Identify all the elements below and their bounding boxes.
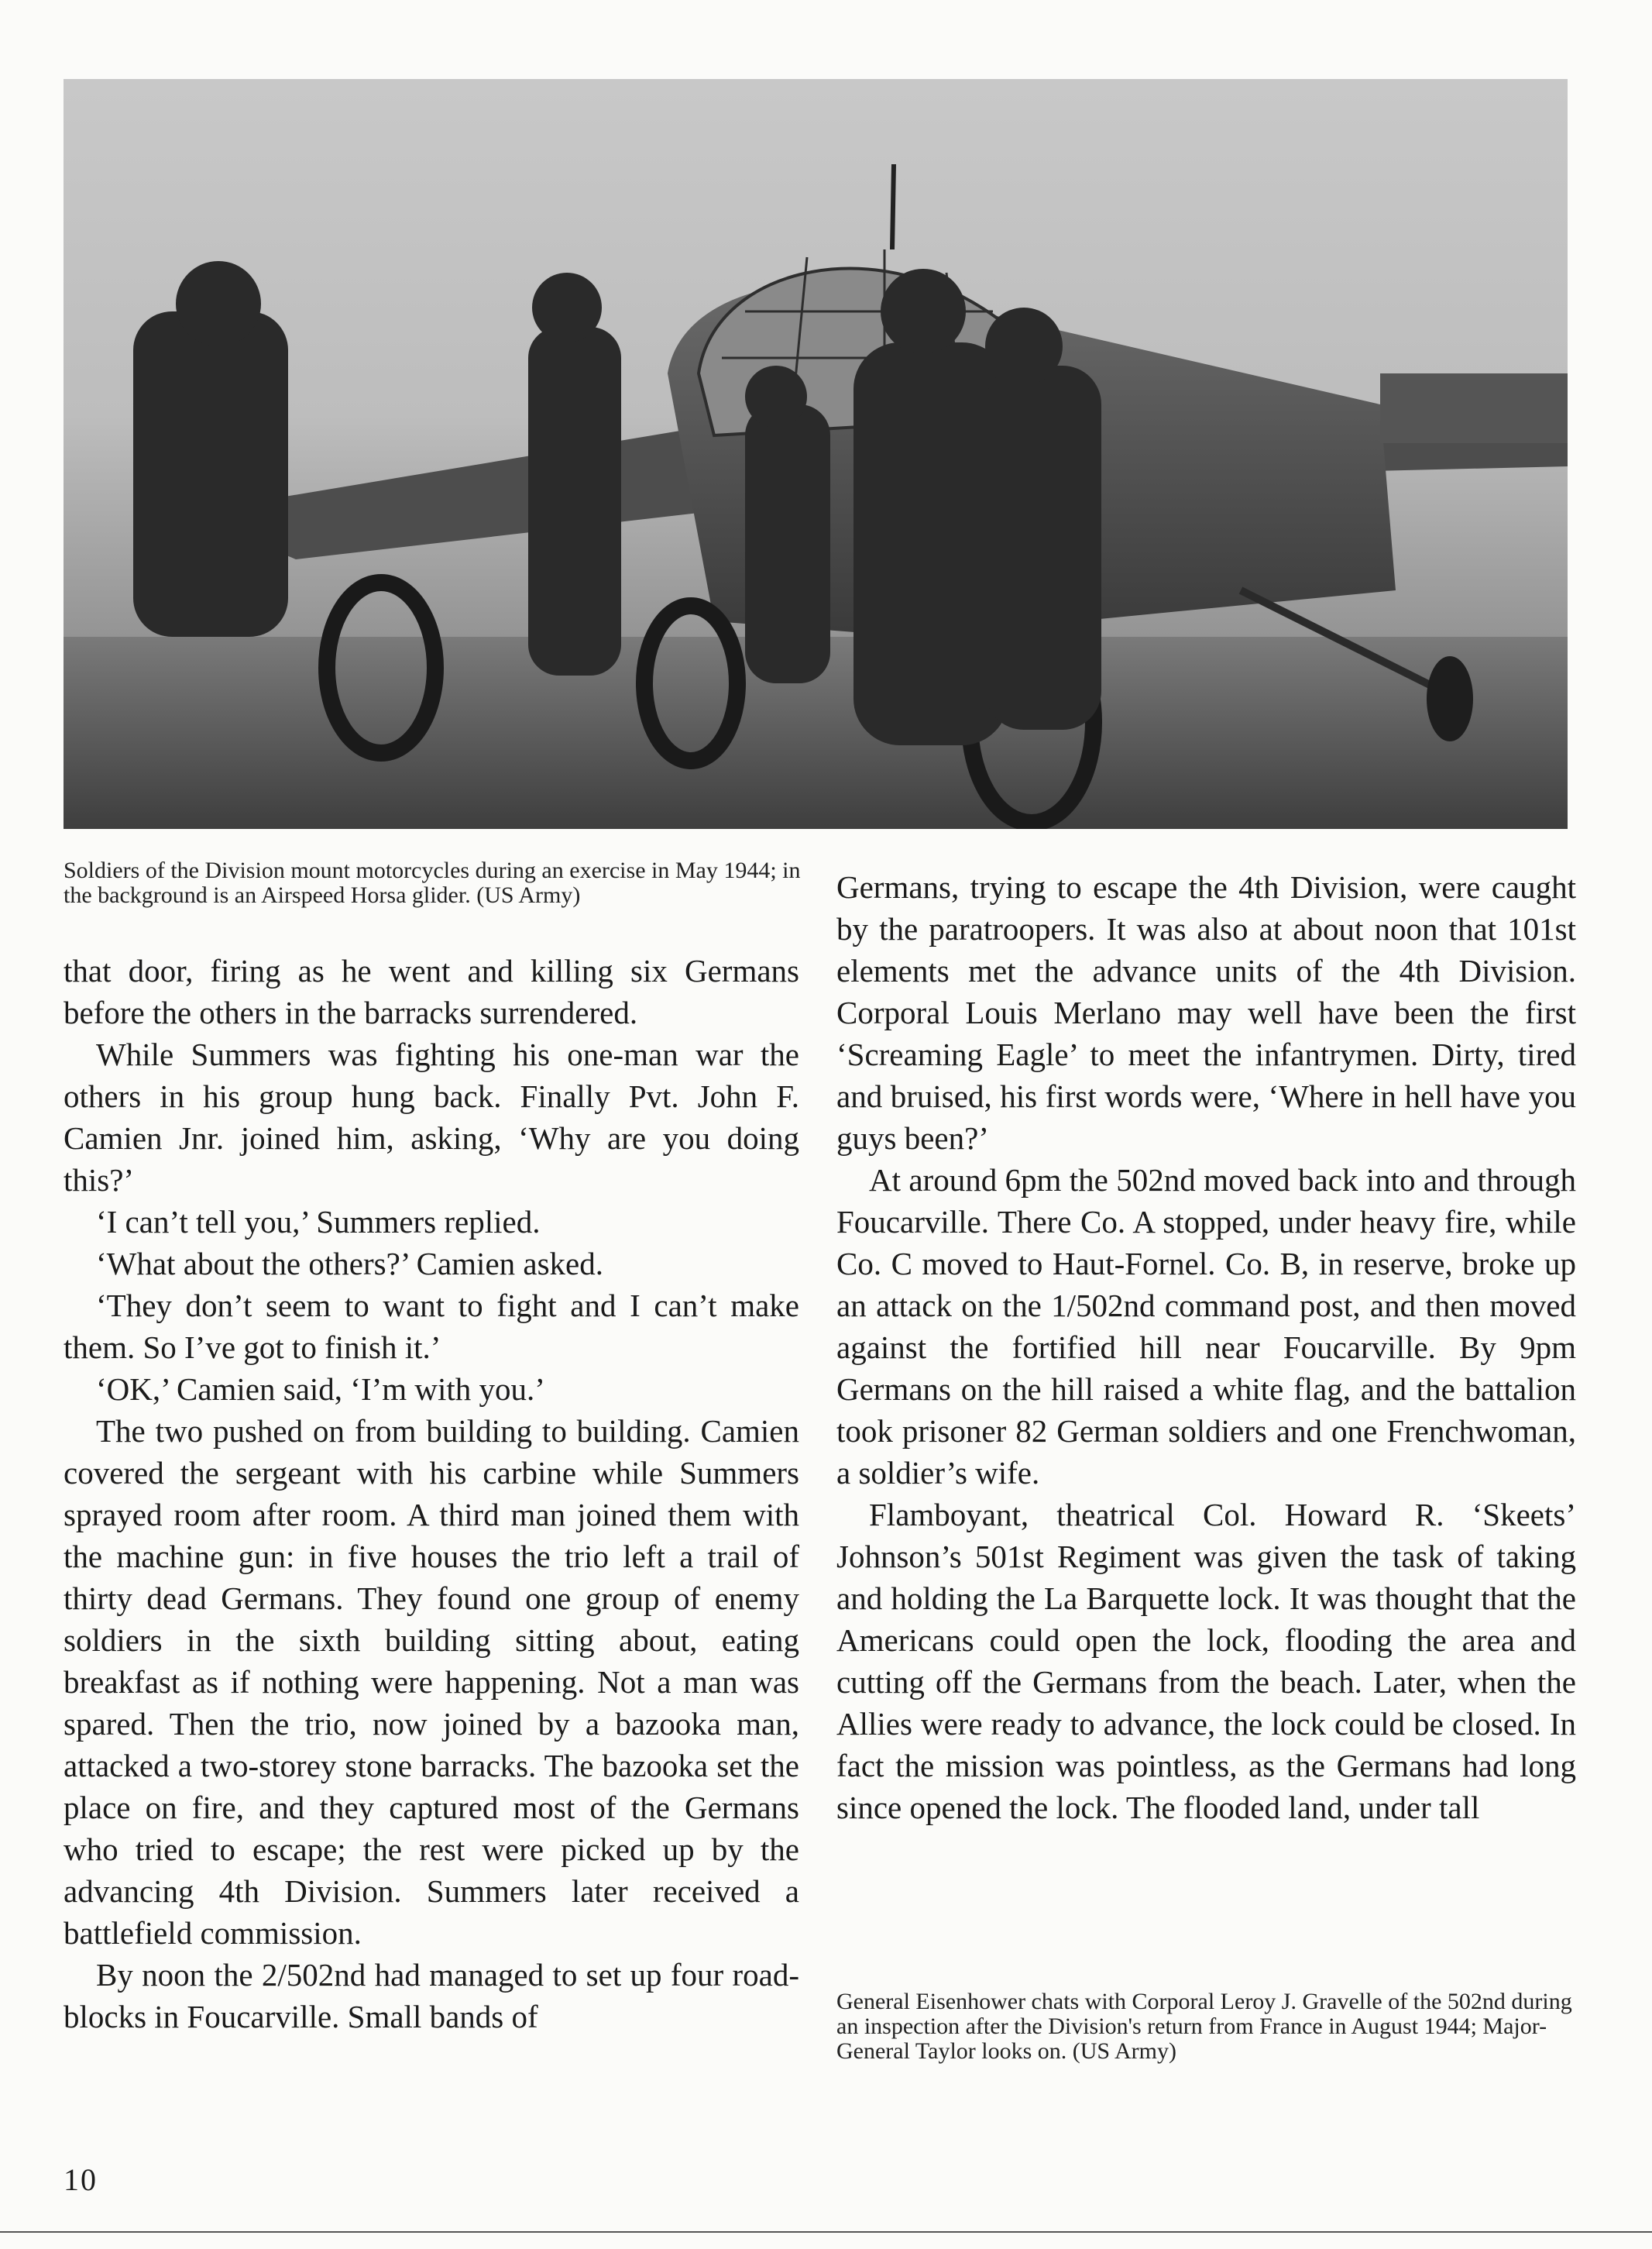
right-column — [836, 866, 1576, 1828]
photo-illustration — [64, 79, 1568, 829]
photo-caption-bottom: General Eisenhower chats with Corporal Leroy J. Gravelle of the 502nd during an inspection after the Division's return from France in August 1944; Major-General Taylor looks on. (US Army) — [836, 1989, 1572, 2064]
left-column — [64, 950, 799, 2038]
paragraph: ‘They don’t seem to want to fight and I can’t make them. So I’ve got to finish it.’ — [64, 1288, 799, 1365]
paragraph: ‘OK,’ Camien said, ‘I’m with you.’ — [96, 1371, 545, 1407]
paragraph: ‘What about the others?’ Camien asked. — [96, 1246, 603, 1281]
glider-photo — [64, 79, 1568, 829]
paragraph: that door, firing as he went and killing six Germans before the others in the barracks surrendered. — [64, 953, 799, 1030]
page-edge-line — [0, 2231, 1652, 2233]
paragraph: Flamboyant, theatrical Col. Howard R. ‘Skeets’ Johnson’s 501st Regiment was given the task of taking and holding the La Barquette lock. It was thought that the Americans could open the lock, flooding the area and cutting off the Germans from the beach. Later, when the Allies were ready to advance, the lock could be closed. In fact the mission was pointless, as the Germans had long since opened the lock. The flooded land, under tall — [836, 1497, 1576, 1825]
paragraph: The two pushed on from building to building. Camien covered the sergeant with his carbine while Summers sprayed room after room. A third man joined them with the machine gun: in five houses the trio left a trail of thirty dead Germans. They found one group of enemy soldiers in the sixth building sitting about, eating breakfast as if nothing were happening. Not a man was spared. Then the trio, now joined by a bazooka man, attacked a two-storey stone barracks. The bazooka set the place on fire, and they captured most of the Germans who tried to escape; the rest were picked up by the advancing 4th Division. Summers later received a battlefield commission. — [64, 1413, 799, 1951]
paragraph: By noon the 2/502nd had managed to set up four road-blocks in Foucarville. Small bands of — [64, 1957, 799, 2034]
paragraph: While Summers was fighting his one-man war the others in his group hung back. Finally Pvt. John F. Camien Jnr. joined him, asking, ‘Why are you doing this?’ — [64, 1037, 799, 1198]
page-number: 10 — [64, 2162, 98, 2197]
paragraph: Germans, trying to escape the 4th Division, were caught by the paratroopers. It was also at about noon that 101st elements met the advance units of the 4th Division. Corporal Louis Merlano may well have been the first ‘Screaming Eagle’ to meet the infantrymen. Dirty, tired and bruised, his first words were, ‘Where in hell have you guys been?’ — [836, 869, 1576, 1156]
photo-caption-top: Soldiers of the Division mount motorcycles during an exercise in May 1944; in the background is an Airspeed Horsa glider. (US Army) — [64, 858, 801, 908]
paragraph: At around 6pm the 502nd moved back into and through Foucarville. There Co. A stopped, under heavy fire, while Co. C moved to Haut-Fornel. Co. B, in reserve, broke up an attack on the 1/502nd command post, and then moved against the fortified hill near Foucarville. By 9pm Germans on the hill raised a white flag, and the battalion took prisoner 82 German soldiers and one Frenchwoman, a soldier’s wife. — [836, 1162, 1576, 1491]
paragraph: ‘I can’t tell you,’ Summers replied. — [96, 1204, 541, 1240]
